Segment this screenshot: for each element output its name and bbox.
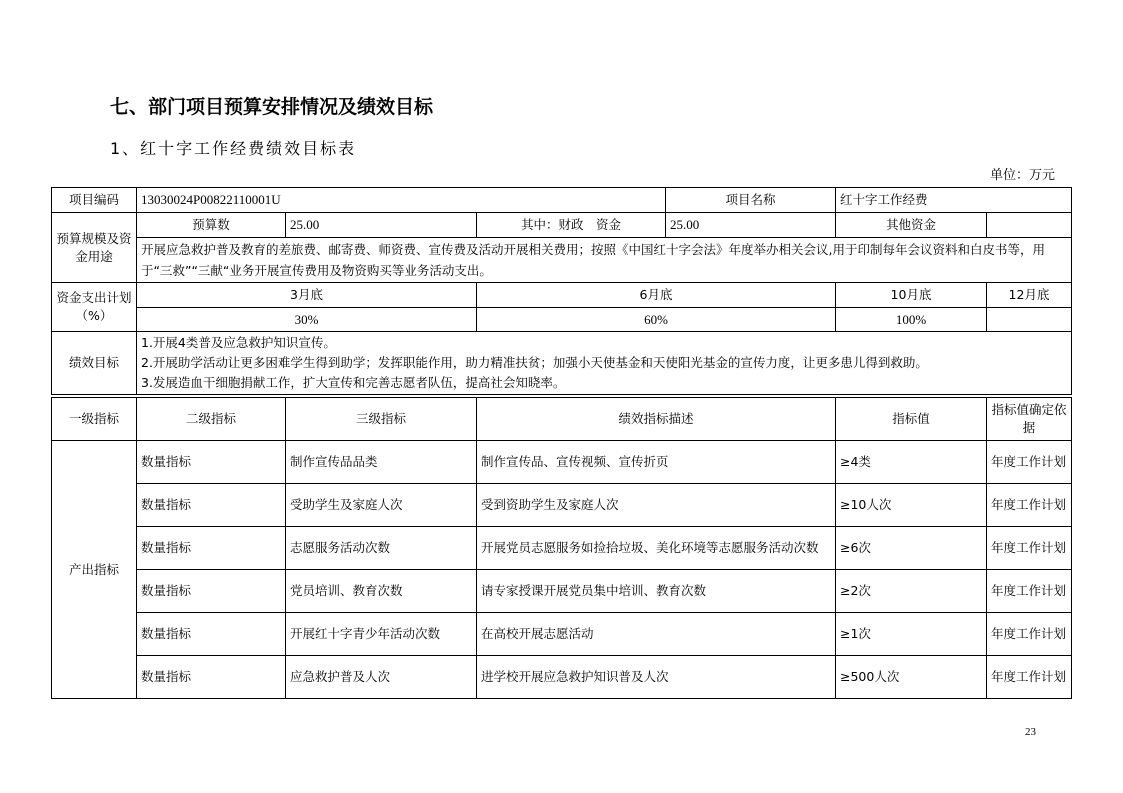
period-q1: 3月底 [137, 283, 477, 308]
project-code-value: 13030024P00822110001U [137, 188, 666, 213]
other-funds-value [987, 213, 1072, 238]
cell-level3: 党员培训、教育次数 [286, 570, 477, 613]
subsection-title: 1、红十字工作经费绩效目标表 [110, 139, 357, 158]
table-row [52, 656, 1072, 699]
header-description: 绩效指标描述 [477, 398, 836, 441]
period-oct: 10月底 [836, 283, 987, 308]
value-q2: 60% [477, 308, 836, 332]
project-row [52, 188, 1072, 213]
cell-level2: 数量指标 [137, 484, 286, 527]
cell-value: ≥1次 [836, 613, 987, 656]
header-level3: 三级指标 [286, 398, 477, 441]
cell-level2: 数量指标 [137, 613, 286, 656]
value-oct: 100% [836, 308, 987, 332]
project-info-table [51, 187, 1072, 395]
spending-values-row [52, 308, 1072, 332]
cell-level3: 志愿服务活动次数 [286, 527, 477, 570]
cell-basis: 年度工作计划 [987, 484, 1072, 527]
other-funds-label: 其他资金 [836, 213, 987, 238]
cell-description: 受到资助学生及家庭人次 [477, 484, 836, 527]
cell-description: 制作宣传品、宣传视频、宣传折页 [477, 441, 836, 484]
header-level2: 二级指标 [137, 398, 286, 441]
goals-row [52, 332, 1072, 395]
cell-basis: 年度工作计划 [987, 570, 1072, 613]
cell-basis: 年度工作计划 [987, 656, 1072, 699]
cell-description: 进学校开展应急救护知识普及人次 [477, 656, 836, 699]
budget-label: 预算规模及资金用途 [52, 213, 137, 283]
fiscal-funds-label: 其中：财政 资金 [477, 213, 666, 238]
goals-content [137, 332, 1072, 395]
indicator-header-row [52, 398, 1072, 441]
goal-item: 3.发展造血干细胞捐献工作，扩大宣传和完善志愿者队伍，提高社会知晓率。 [141, 375, 566, 390]
table-row [52, 484, 1072, 527]
spending-plan-label: 资金支出计划（%） [52, 283, 137, 332]
project-name-value: 红十字工作经费 [836, 188, 1072, 213]
output-indicator-label: 产出指标 [52, 441, 137, 699]
cell-value: ≥4类 [836, 441, 987, 484]
cell-value: ≥2次 [836, 570, 987, 613]
goal-item: 1.开展4类普及应急救护知识宣传。 [141, 335, 336, 350]
cell-description: 开展党员志愿服务如捡拾垃圾、美化环境等志愿服务活动次数 [477, 527, 836, 570]
header-level1: 一级指标 [52, 398, 137, 441]
project-name-label: 项目名称 [666, 188, 836, 213]
page-number: 23 [1025, 726, 1036, 738]
period-dec: 12月底 [987, 283, 1072, 308]
budget-amount-value: 25.00 [286, 213, 477, 238]
cell-level2: 数量指标 [137, 570, 286, 613]
table-row [52, 441, 1072, 484]
table-row [52, 570, 1072, 613]
cell-level3: 制作宣传品品类 [286, 441, 477, 484]
project-code-label: 项目编码 [52, 188, 137, 213]
section-title: 七、部门项目预算安排情况及绩效目标 [110, 96, 434, 118]
header-value: 指标值 [836, 398, 987, 441]
indicator-table [51, 397, 1072, 699]
cell-value: ≥500人次 [836, 656, 987, 699]
cell-description: 在高校开展志愿活动 [477, 613, 836, 656]
table-row [52, 527, 1072, 570]
cell-value: ≥6次 [836, 527, 987, 570]
cell-level2: 数量指标 [137, 656, 286, 699]
cell-level3: 应急救护普及人次 [286, 656, 477, 699]
period-q2: 6月底 [477, 283, 836, 308]
budget-amount-row [52, 213, 1072, 238]
cell-level2: 数量指标 [137, 527, 286, 570]
cell-basis: 年度工作计划 [987, 441, 1072, 484]
table-row [52, 613, 1072, 656]
budget-usage-row [52, 238, 1072, 283]
cell-level3: 开展红十字青少年活动次数 [286, 613, 477, 656]
cell-description: 请专家授课开展党员集中培训、教育次数 [477, 570, 836, 613]
cell-level2: 数量指标 [137, 441, 286, 484]
goals-label: 绩效目标 [52, 332, 137, 395]
fiscal-funds-value: 25.00 [666, 213, 836, 238]
value-q1: 30% [137, 308, 477, 332]
budget-usage-text: 开展应急救护普及教育的差旅费、邮寄费、师资费、宣传费及活动开展相关费用；按照《中国红十字会法》年度举办相关会议,用于印制每年会议资料和白皮书等，用于“三救”“三献“业务开展宣传费用及物资购买等业务活动支出。 [137, 238, 1072, 283]
goal-item: 2.开展助学活动让更多困难学生得到助学；发挥职能作用，助力精准扶贫；加强小天使基金和天使阳光基金的宣传力度，让更多患儿得到救助。 [141, 355, 928, 370]
value-dec [987, 308, 1072, 332]
cell-basis: 年度工作计划 [987, 613, 1072, 656]
cell-level3: 受助学生及家庭人次 [286, 484, 477, 527]
cell-value: ≥10人次 [836, 484, 987, 527]
cell-basis: 年度工作计划 [987, 527, 1072, 570]
budget-amount-label: 预算数 [137, 213, 286, 238]
unit-label: 单位：万元 [990, 168, 1056, 183]
spending-periods-row [52, 283, 1072, 308]
header-basis: 指标值确定依据 [987, 398, 1072, 441]
